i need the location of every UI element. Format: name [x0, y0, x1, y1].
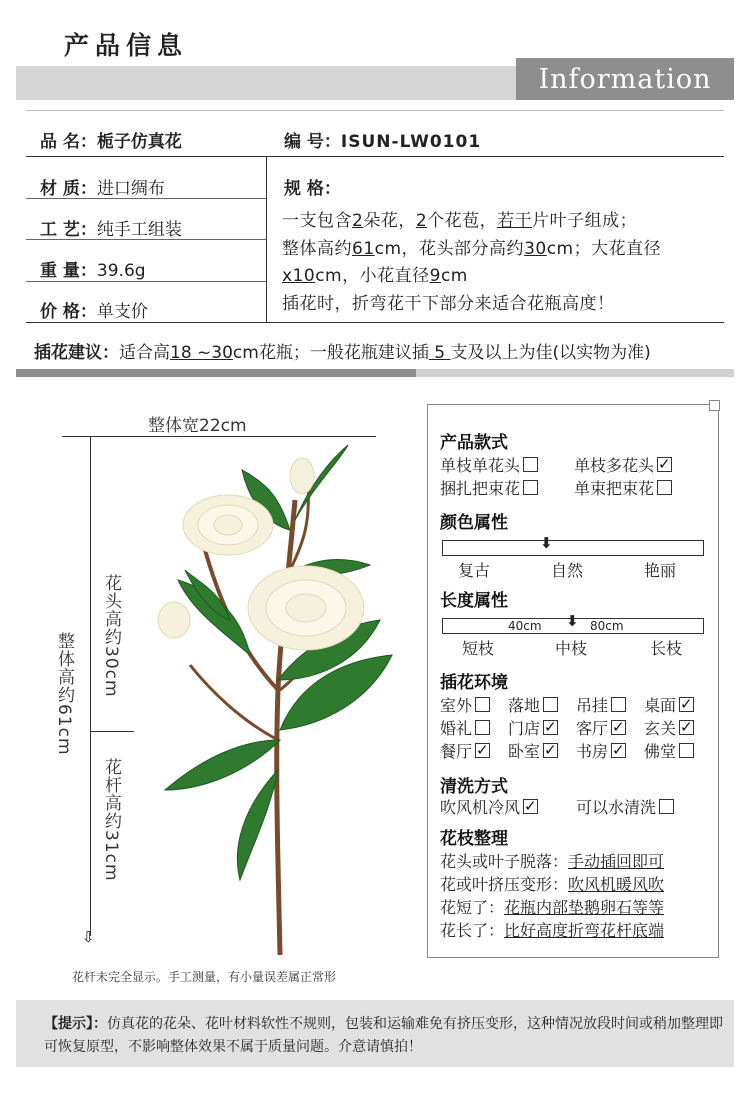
color-scale-low: 复古: [458, 561, 491, 580]
option-item: [508, 717, 576, 740]
checked-checkbox[interactable]: [679, 697, 694, 712]
weight-row: [40, 256, 146, 281]
style-title: 产品款式: [440, 433, 508, 453]
option-label: 吹风机冷风: [440, 798, 521, 817]
spec-line-4: 插花时，折弯花干下部分来适合花瓶高度！: [282, 294, 615, 314]
suggest-text: 支及以上为佳(以实物为准): [450, 343, 651, 363]
fix-title: 花枝整理: [440, 829, 508, 849]
checked-checkbox[interactable]: [611, 720, 626, 735]
tip-label: 【提示】：: [44, 1016, 107, 1032]
option-item: [576, 796, 712, 819]
total-height-label: 整体高约61cm: [54, 632, 74, 756]
option-label: 吊挂: [576, 696, 609, 715]
empty-checkbox[interactable]: [523, 480, 538, 495]
suggest-number: 5: [428, 343, 451, 363]
option-item: [644, 694, 712, 717]
material-label: 材 质：: [40, 179, 97, 199]
empty-checkbox[interactable]: [659, 799, 674, 814]
option-item: [574, 477, 708, 500]
empty-checkbox[interactable]: [475, 720, 490, 735]
option-item: [644, 717, 712, 740]
length-scale-long: 长枝: [650, 639, 683, 658]
suggest-label: 插花建议：: [34, 343, 119, 363]
section-separator-dark: [16, 369, 416, 377]
length-mark: 80cm: [590, 619, 624, 633]
width-label: 整体宽22cm: [148, 416, 247, 436]
material-value: 进口绸布: [96, 179, 165, 199]
option-label: 室外: [440, 696, 473, 715]
divider: [26, 281, 266, 282]
spec-line-2: [282, 234, 661, 259]
split-line: [90, 731, 134, 732]
code-value: ISUN-LW0101: [340, 132, 482, 152]
spec-text: cm，花头部分高约: [374, 239, 525, 259]
checked-checkbox[interactable]: [543, 720, 558, 735]
empty-checkbox[interactable]: [543, 697, 558, 712]
option-item: [508, 694, 576, 717]
clean-options: [440, 796, 715, 819]
spec-text: 一支包含: [282, 211, 352, 231]
gardenia-flower-image: [130, 440, 410, 960]
material-row: [40, 174, 165, 199]
option-label: 桌面: [644, 696, 677, 715]
spec-number: 30: [524, 239, 547, 259]
empty-checkbox[interactable]: [523, 457, 538, 472]
stem-height-label: 花杆高约31cm: [101, 758, 121, 882]
option-item: [440, 694, 508, 717]
column-divider: [266, 157, 267, 322]
weight-label: 重 量：: [40, 261, 97, 281]
option-label: 婚礼: [440, 719, 473, 738]
env-title: 插花环境: [440, 673, 508, 693]
option-label: 玄关: [644, 719, 677, 738]
suggest-text: cm花瓶；一般花瓶建议插: [232, 343, 429, 363]
color-scale-high: 艳丽: [644, 561, 677, 580]
price-row: [40, 297, 148, 322]
divider: [26, 322, 724, 323]
option-item: [440, 796, 576, 819]
option-item: [574, 454, 708, 477]
spec-text: 朵花，: [363, 211, 416, 231]
length-scale-short: 短枝: [462, 639, 495, 658]
spec-number: 2: [352, 211, 364, 231]
fix-answer: 吹风机暖风吹: [568, 875, 665, 894]
spec-number: 9: [429, 266, 441, 286]
option-label: 单枝单花头: [440, 456, 521, 475]
option-item: [644, 740, 712, 763]
fix-question: 花或叶挤压变形：: [440, 875, 569, 894]
name-label: 品 名：: [40, 132, 97, 152]
empty-checkbox[interactable]: [679, 743, 694, 758]
checked-checkbox[interactable]: [543, 743, 558, 758]
fix-list: [440, 850, 715, 942]
price-value: 单支价: [96, 302, 148, 322]
fix-item: [440, 896, 715, 919]
divider: [26, 156, 724, 157]
option-label: 客厅: [576, 719, 609, 738]
spec-number: 若干: [497, 211, 533, 231]
fix-item: [440, 850, 715, 873]
head-height-label: 花头高约30cm: [101, 574, 121, 698]
tip-text: [44, 1013, 724, 1059]
style-options: [440, 454, 710, 500]
option-label: 书房: [576, 742, 609, 761]
option-label: 捆扎把束花: [440, 479, 521, 498]
width-line: [62, 436, 376, 437]
divider: [26, 110, 724, 111]
spec-text: cm: [440, 266, 468, 286]
fix-answer: 比好高度折弯花杆底端: [504, 921, 665, 940]
height-line: [90, 436, 91, 936]
option-item: [440, 717, 508, 740]
option-item: [440, 454, 574, 477]
code-row: [284, 127, 481, 152]
fix-answer: 花瓶内部垫鹅卵石等等: [504, 898, 665, 917]
checked-checkbox[interactable]: [679, 720, 694, 735]
env-options: [440, 694, 715, 763]
option-item: [440, 740, 508, 763]
color-title: 颜色属性: [440, 513, 508, 533]
suggest-text: 适合高: [119, 343, 170, 363]
craft-value: 纯手工组装: [96, 220, 182, 240]
fix-item: [440, 873, 715, 896]
spec-text: 个花苞，: [427, 211, 498, 231]
measurement-note: 花杆未完全显示。手工测量，有小量误差属正常形: [72, 970, 337, 984]
spec-label: 规 格：: [284, 179, 341, 199]
craft-row: [40, 215, 182, 240]
suggest-number: 18 ~30: [170, 343, 233, 363]
fix-question: 花长了：: [440, 921, 505, 940]
fix-item: [440, 919, 715, 942]
spec-line-1: [282, 206, 637, 231]
option-label: 可以水清洗: [576, 798, 657, 817]
price-label: 价 格：: [40, 302, 97, 322]
option-item: [576, 717, 644, 740]
spec-number: 61: [352, 239, 375, 259]
color-scale-bar: [442, 540, 704, 556]
spec-line-3: [282, 261, 468, 286]
option-item: [576, 694, 644, 717]
option-label: 佛堂: [644, 742, 677, 761]
spec-text: cm；大花直径: [546, 239, 662, 259]
spec-text: cm，小花直径: [315, 266, 430, 286]
panel-corner: [709, 400, 720, 411]
down-arrow-icon: ⇩: [82, 928, 95, 946]
page-title: 产品信息: [64, 31, 189, 60]
down-arrow-icon: ⬇: [540, 534, 553, 552]
empty-checkbox[interactable]: [475, 697, 490, 712]
option-label: 单束把束花: [574, 479, 655, 498]
option-item: [440, 477, 574, 500]
fix-answer: 手动插回即可: [568, 852, 665, 871]
code-label: 编 号：: [284, 132, 341, 152]
name-row: [40, 127, 182, 152]
color-scale-mid: 自然: [551, 561, 584, 580]
checked-checkbox[interactable]: [523, 799, 538, 814]
clean-title: 清洗方式: [440, 777, 508, 797]
option-label: 落地: [508, 696, 541, 715]
option-item: [508, 740, 576, 763]
checked-checkbox[interactable]: [657, 457, 672, 472]
fix-question: 花头或叶子脱落：: [440, 852, 569, 871]
name-value: 栀子仿真花: [96, 132, 182, 152]
tip-body: 仿真花的花朵、花叶材料软性不规则，包装和运输难免有挤压变形，这种情况放段时间或稍加整理即可恢复原型，不影响整体效果不属于质量问题。介意请慎拍！: [44, 1016, 723, 1055]
option-label: 餐厅: [440, 742, 473, 761]
empty-checkbox[interactable]: [657, 480, 672, 495]
option-item: [576, 740, 644, 763]
banner-text: Information: [538, 64, 712, 95]
checked-checkbox[interactable]: [475, 743, 490, 758]
option-label: 门店: [508, 719, 541, 738]
fix-question: 花短了：: [440, 898, 505, 917]
spec-text: 整体高约: [282, 239, 352, 259]
option-label: 单枝多花头: [574, 456, 655, 475]
empty-checkbox[interactable]: [611, 697, 626, 712]
option-label: 卧室: [508, 742, 541, 761]
spec-text: 片叶子组成；: [532, 211, 638, 231]
down-arrow-icon: ⬇: [566, 612, 579, 630]
suggest-row: [34, 338, 651, 363]
craft-label: 工 艺：: [40, 220, 97, 240]
weight-value: 39.6g: [96, 261, 146, 281]
checked-checkbox[interactable]: [611, 743, 626, 758]
length-mark: 40cm: [508, 619, 542, 633]
length-title: 长度属性: [440, 591, 508, 611]
spec-number: 2: [415, 211, 428, 231]
spec-number: x10: [282, 266, 316, 286]
length-scale-mid: 中枝: [555, 639, 588, 658]
